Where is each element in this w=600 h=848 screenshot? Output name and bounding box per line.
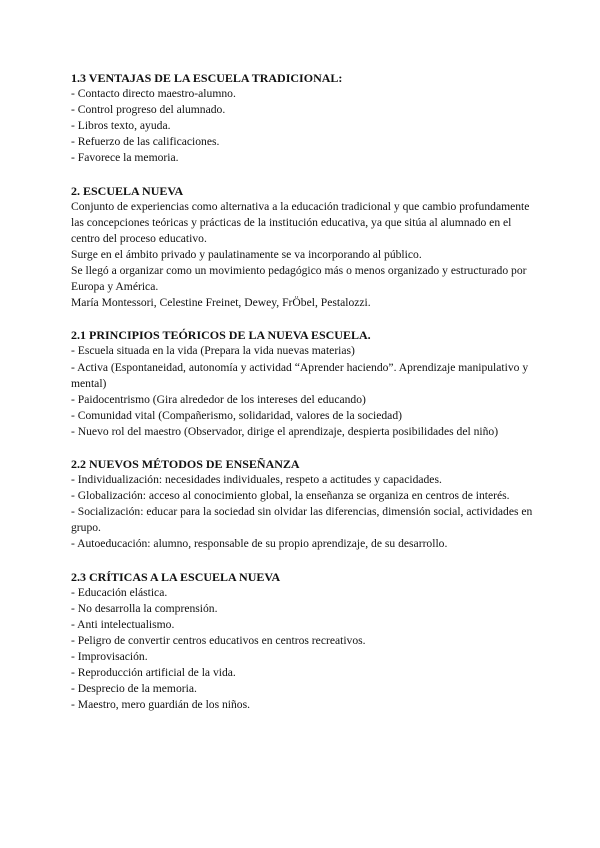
list-item: - Socialización: educar para la sociedad sin olvidar las diferencias, dimensión social, actividades en grupo. xyxy=(71,505,533,535)
list-item: - Peligro de convertir centros educativos en centros recreativos. xyxy=(71,633,366,647)
list-item: - Escuela situada en la vida (Prepara la vida nuevas materias) xyxy=(71,344,355,358)
section-heading: 2.1 PRINCIPIOS TEÓRICOS DE LA NUEVA ESCUELA. xyxy=(71,328,371,343)
section-nuevos-metodos xyxy=(71,456,541,553)
list-item: - Contacto directo maestro-alumno. xyxy=(71,87,236,101)
paragraph: Conjunto de experiencias como alternativa a la educación tradicional y que cambio profundamente las concepciones teóricas y prácticas de la institución educativa, ya que sitúa al alumnado en el centro del proceso educativo. xyxy=(71,199,530,245)
list-item: - Desprecio de la memoria. xyxy=(71,682,197,696)
list-item: - Comunidad vital (Compañerismo, solidaridad, valores de la sociedad) xyxy=(71,408,402,422)
section-heading: 1.3 VENTAJAS DE LA ESCUELA TRADICIONAL: xyxy=(71,71,343,85)
list-item: - Refuerzo de las calificaciones. xyxy=(71,135,220,149)
section-escuela-nueva xyxy=(71,183,541,312)
paragraph: Se llegó a organizar como un movimiento pedagógico más o menos organizado y estructurado por Europa y América. xyxy=(71,264,527,294)
list-item: - No desarrolla la comprensión. xyxy=(71,601,218,615)
list-item: - Paidocentrismo (Gira alrededor de los intereses del educando) xyxy=(71,392,366,406)
section-ventajas-escuela-tradicional xyxy=(71,70,541,167)
list-item: - Autoeducación: alumno, responsable de su propio aprendizaje, de su desarrollo. xyxy=(71,537,448,551)
list-item: - Maestro, mero guardián de los niños. xyxy=(71,698,251,712)
list-item: - Favorece la memoria. xyxy=(71,151,179,165)
list-item: - Nuevo rol del maestro (Observador, dirige el aprendizaje, despierta posibilidades del niño) xyxy=(71,424,499,438)
section-criticas-escuela-nueva xyxy=(71,569,541,714)
list-item: - Educación elástica. xyxy=(71,585,168,599)
list-item: - Activa (Espontaneidad, autonomía y actividad “Aprender haciendo”. Aprendizaje manipulativo y mental) xyxy=(71,360,529,390)
list-item: - Control progreso del alumnado. xyxy=(71,103,226,117)
list-item: - Anti intelectualismo. xyxy=(71,617,175,631)
list-item: - Globalización: acceso al conocimiento global, la enseñanza se organiza en centros de interés. xyxy=(71,489,510,503)
section-heading: 2.2 NUEVOS MÉTODOS DE ENSEÑANZA xyxy=(71,456,300,471)
list-item: - Libros texto, ayuda. xyxy=(71,119,171,133)
section-heading: 2. ESCUELA NUEVA xyxy=(71,183,184,198)
paragraph: Surge en el ámbito privado y paulatinamente se va incorporando al público. xyxy=(71,247,422,261)
paragraph: María Montessori, Celestine Freinet, Dewey, FrÖbel, Pestalozzi. xyxy=(71,296,371,310)
section-heading: 2.3 CRÍTICAS A LA ESCUELA NUEVA xyxy=(71,569,281,584)
section-principios-teoricos xyxy=(71,327,541,440)
list-item: - Individualización: necesidades individuales, respeto a actitudes y capacidades. xyxy=(71,473,442,487)
list-item: - Improvisación. xyxy=(71,650,148,663)
document-body xyxy=(71,70,541,713)
list-item: - Reproducción artificial de la vida. xyxy=(71,666,236,680)
